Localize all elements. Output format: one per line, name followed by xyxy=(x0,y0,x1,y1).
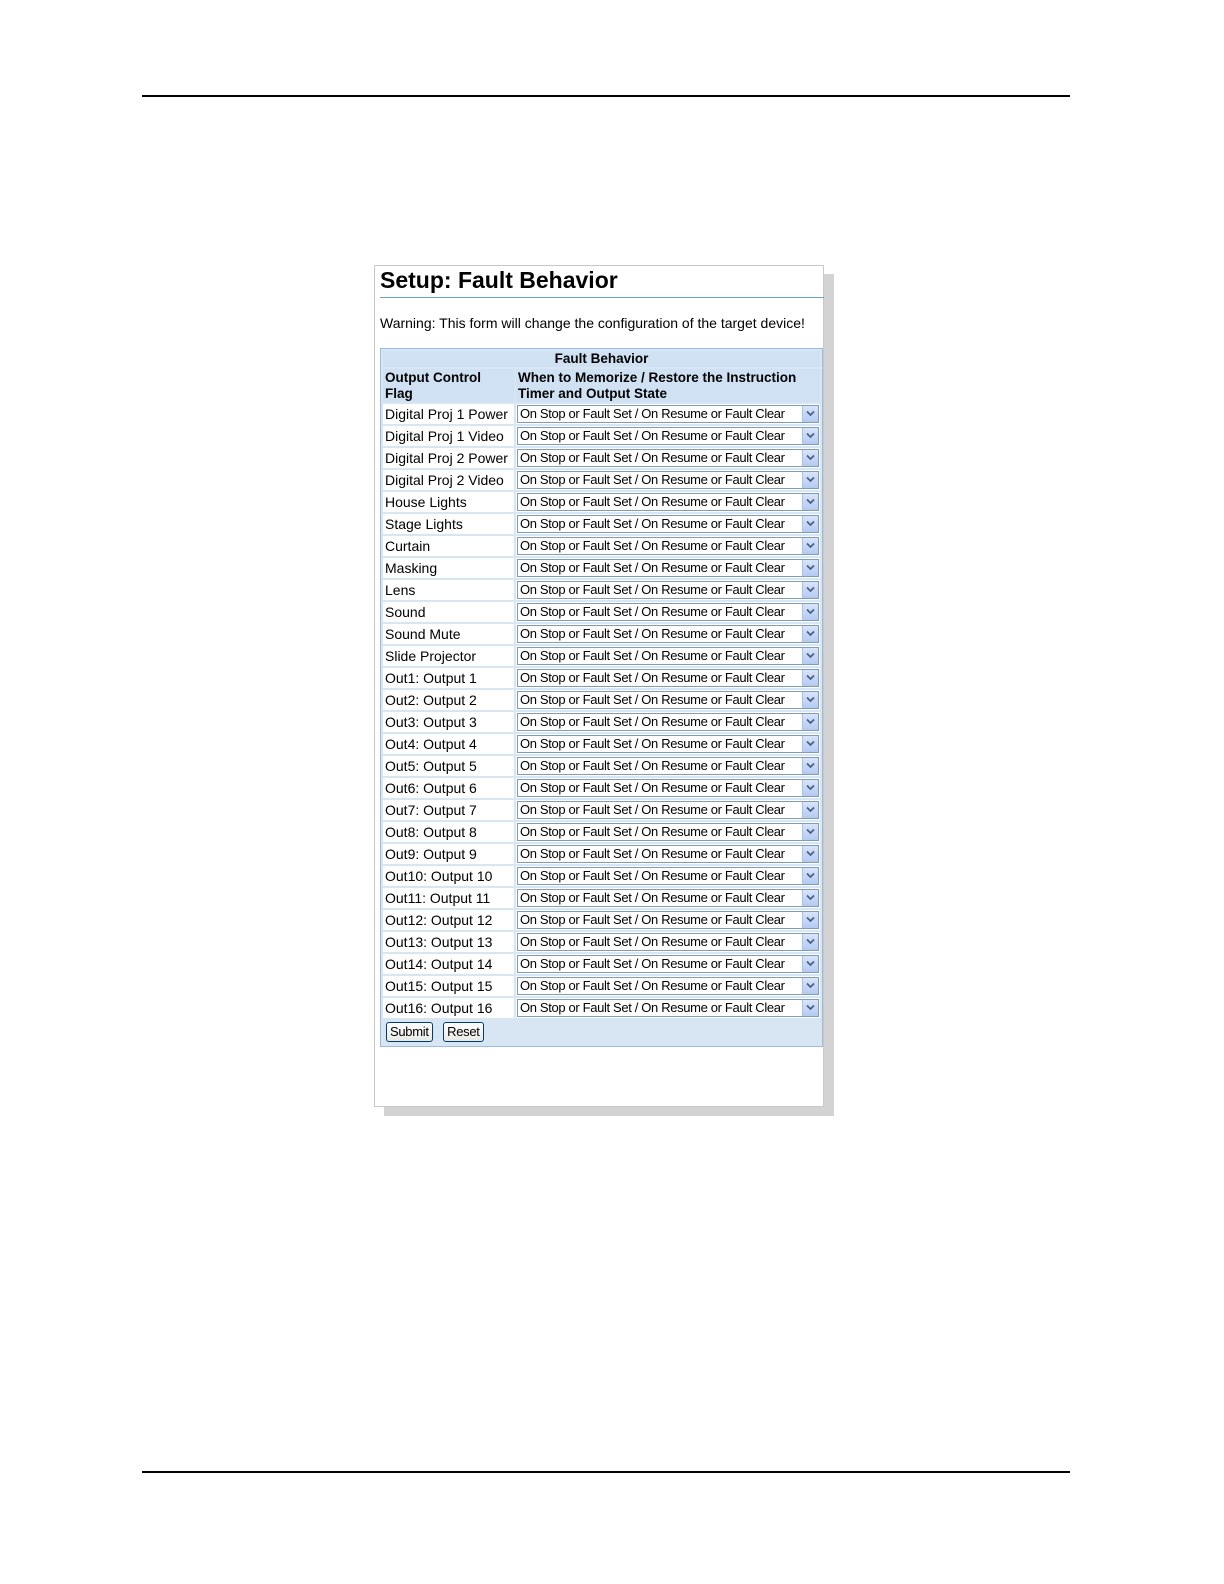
select-value: On Stop or Fault Set / On Resume or Fault Clear xyxy=(520,406,785,421)
page-title: Setup: Fault Behavior xyxy=(380,267,618,293)
chevron-down-icon[interactable] xyxy=(802,538,818,554)
fault-behavior-select[interactable] xyxy=(517,625,819,643)
button-bar xyxy=(383,1020,820,1044)
chevron-down-icon[interactable] xyxy=(802,824,818,840)
output-flag-label: Digital Proj 2 Video xyxy=(383,470,514,490)
select-value: On Stop or Fault Set / On Resume or Fault Clear xyxy=(520,714,785,729)
table-row xyxy=(383,910,820,930)
table-row xyxy=(383,976,820,996)
output-flag-label: Sound Mute xyxy=(383,624,514,644)
select-value: On Stop or Fault Set / On Resume or Fault Clear xyxy=(520,604,785,619)
output-flag-label: Out2: Output 2 xyxy=(383,690,514,710)
table-row xyxy=(383,536,820,556)
fault-behavior-select[interactable] xyxy=(517,559,819,577)
output-flag-label: Stage Lights xyxy=(383,514,514,534)
output-flag-label: Slide Projector xyxy=(383,646,514,666)
fault-behavior-select[interactable] xyxy=(517,603,819,621)
select-value: On Stop or Fault Set / On Resume or Fault Clear xyxy=(520,1000,785,1015)
fault-behavior-select[interactable] xyxy=(517,427,819,445)
output-flag-label: Out4: Output 4 xyxy=(383,734,514,754)
output-flag-label: Out1: Output 1 xyxy=(383,668,514,688)
table-row xyxy=(383,580,820,600)
fault-behavior-cell xyxy=(516,470,820,490)
table-row xyxy=(383,800,820,820)
fault-behavior-cell xyxy=(516,756,820,776)
fault-behavior-cell xyxy=(516,910,820,930)
output-flag-label: Out5: Output 5 xyxy=(383,756,514,776)
fault-behavior-screenshot xyxy=(374,265,824,1107)
title-divider xyxy=(380,297,824,298)
table-row xyxy=(383,404,820,424)
table-row xyxy=(383,558,820,578)
output-flag-label: Sound xyxy=(383,602,514,622)
table-row xyxy=(383,668,820,688)
warning-text: Warning: This form will change the configuration of the target device! xyxy=(380,315,805,331)
fault-behavior-cell xyxy=(516,866,820,886)
output-flag-label: Out12: Output 12 xyxy=(383,910,514,930)
fault-behavior-select[interactable] xyxy=(517,867,819,885)
fault-behavior-select[interactable] xyxy=(517,581,819,599)
table-row xyxy=(383,646,820,666)
fault-behavior-select[interactable] xyxy=(517,911,819,929)
table-row xyxy=(383,778,820,798)
chevron-down-icon[interactable] xyxy=(802,912,818,928)
output-flag-label: Out14: Output 14 xyxy=(383,954,514,974)
output-flag-label: Digital Proj 1 Video xyxy=(383,426,514,446)
table-row xyxy=(383,712,820,732)
fault-behavior-cell xyxy=(516,448,820,468)
submit-button[interactable]: Submit xyxy=(386,1022,433,1042)
chevron-down-icon[interactable] xyxy=(802,868,818,884)
chevron-down-icon[interactable] xyxy=(802,780,818,796)
select-value: On Stop or Fault Set / On Resume or Fault Clear xyxy=(520,846,785,861)
output-flag-label: Out16: Output 16 xyxy=(383,998,514,1018)
fault-behavior-cell xyxy=(516,954,820,974)
select-value: On Stop or Fault Set / On Resume or Fault Clear xyxy=(520,626,785,641)
table-row xyxy=(383,954,820,974)
output-flag-label: Curtain xyxy=(383,536,514,556)
table-row xyxy=(383,998,820,1018)
table-row xyxy=(383,866,820,886)
output-flag-label: Digital Proj 2 Power xyxy=(383,448,514,468)
page-top-rule xyxy=(142,95,1070,97)
page-bottom-rule xyxy=(142,1471,1070,1473)
table-row xyxy=(383,624,820,644)
chevron-down-icon[interactable] xyxy=(802,472,818,488)
chevron-down-icon[interactable] xyxy=(802,890,818,906)
fault-behavior-cell xyxy=(516,800,820,820)
chevron-down-icon[interactable] xyxy=(802,560,818,576)
fault-behavior-cell xyxy=(516,734,820,754)
fault-behavior-select[interactable] xyxy=(517,845,819,863)
chevron-down-icon[interactable] xyxy=(802,846,818,862)
select-value: On Stop or Fault Set / On Resume or Fault Clear xyxy=(520,516,785,531)
output-flag-label: House Lights xyxy=(383,492,514,512)
select-value: On Stop or Fault Set / On Resume or Fault Clear xyxy=(520,890,785,905)
chevron-down-icon[interactable] xyxy=(802,670,818,686)
chevron-down-icon[interactable] xyxy=(802,450,818,466)
fault-behavior-cell xyxy=(516,976,820,996)
column-header-flag: Output Control Flag xyxy=(383,369,514,402)
select-value: On Stop or Fault Set / On Resume or Fault Clear xyxy=(520,670,785,685)
reset-button[interactable]: Reset xyxy=(443,1022,483,1042)
table-row xyxy=(383,426,820,446)
select-value: On Stop or Fault Set / On Resume or Fault Clear xyxy=(520,494,785,509)
output-flag-label: Out7: Output 7 xyxy=(383,800,514,820)
table-row xyxy=(383,888,820,908)
output-flag-label: Digital Proj 1 Power xyxy=(383,404,514,424)
chevron-down-icon[interactable] xyxy=(802,758,818,774)
table-row xyxy=(383,932,820,952)
select-value: On Stop or Fault Set / On Resume or Fault Clear xyxy=(520,912,785,927)
select-value: On Stop or Fault Set / On Resume or Fault Clear xyxy=(520,648,785,663)
table-section-title: Fault Behavior xyxy=(383,351,820,367)
chevron-down-icon[interactable] xyxy=(802,736,818,752)
select-value: On Stop or Fault Set / On Resume or Fault Clear xyxy=(520,956,785,971)
fault-behavior-cell xyxy=(516,492,820,512)
fault-behavior-select[interactable] xyxy=(517,471,819,489)
output-flag-label: Out15: Output 15 xyxy=(383,976,514,996)
select-value: On Stop or Fault Set / On Resume or Fault Clear xyxy=(520,450,785,465)
chevron-down-icon[interactable] xyxy=(802,714,818,730)
fault-behavior-cell xyxy=(516,822,820,842)
fault-behavior-select[interactable] xyxy=(517,647,819,665)
chevron-down-icon[interactable] xyxy=(802,494,818,510)
output-flag-label: Out10: Output 10 xyxy=(383,866,514,886)
select-value: On Stop or Fault Set / On Resume or Fault Clear xyxy=(520,978,785,993)
table-row xyxy=(383,514,820,534)
fault-behavior-select[interactable] xyxy=(517,493,819,511)
output-flag-label: Out8: Output 8 xyxy=(383,822,514,842)
fault-behavior-cell xyxy=(516,404,820,424)
table-row xyxy=(383,470,820,490)
fault-behavior-cell xyxy=(516,668,820,688)
fault-behavior-cell xyxy=(516,998,820,1018)
output-flag-label: Out6: Output 6 xyxy=(383,778,514,798)
output-flag-label: Out3: Output 3 xyxy=(383,712,514,732)
fault-behavior-cell xyxy=(516,580,820,600)
table-row xyxy=(383,492,820,512)
fault-behavior-cell xyxy=(516,602,820,622)
fault-behavior-select[interactable] xyxy=(517,449,819,467)
fault-behavior-select[interactable] xyxy=(517,933,819,951)
select-value: On Stop or Fault Set / On Resume or Fault Clear xyxy=(520,428,785,443)
fault-behavior-cell xyxy=(516,712,820,732)
output-flag-label: Masking xyxy=(383,558,514,578)
fault-behavior-cell xyxy=(516,624,820,644)
chevron-down-icon[interactable] xyxy=(802,692,818,708)
chevron-down-icon[interactable] xyxy=(802,1000,818,1016)
table-row xyxy=(383,756,820,776)
table-row xyxy=(383,822,820,842)
chevron-down-icon[interactable] xyxy=(802,516,818,532)
fault-behavior-select[interactable] xyxy=(517,977,819,995)
table-row xyxy=(383,690,820,710)
table-body xyxy=(383,404,820,1018)
fault-behavior-cell xyxy=(516,932,820,952)
fault-behavior-cell xyxy=(516,558,820,578)
fault-behavior-select[interactable] xyxy=(517,889,819,907)
chevron-down-icon[interactable] xyxy=(802,648,818,664)
chevron-down-icon[interactable] xyxy=(802,956,818,972)
fault-behavior-select[interactable] xyxy=(517,779,819,797)
fault-behavior-select[interactable] xyxy=(517,757,819,775)
output-flag-label: Out9: Output 9 xyxy=(383,844,514,864)
chevron-down-icon[interactable] xyxy=(802,978,818,994)
fault-behavior-select[interactable] xyxy=(517,823,819,841)
fault-behavior-select[interactable] xyxy=(517,801,819,819)
fault-behavior-select[interactable] xyxy=(517,999,819,1017)
fault-behavior-cell xyxy=(516,778,820,798)
select-value: On Stop or Fault Set / On Resume or Fault Clear xyxy=(520,582,785,597)
select-value: On Stop or Fault Set / On Resume or Fault Clear xyxy=(520,780,785,795)
fault-behavior-cell xyxy=(516,888,820,908)
select-value: On Stop or Fault Set / On Resume or Fault Clear xyxy=(520,736,785,751)
select-value: On Stop or Fault Set / On Resume or Fault Clear xyxy=(520,802,785,817)
output-flag-label: Out11: Output 11 xyxy=(383,888,514,908)
fault-behavior-select[interactable] xyxy=(517,735,819,753)
table-row xyxy=(383,844,820,864)
output-flag-label: Out13: Output 13 xyxy=(383,932,514,952)
select-value: On Stop or Fault Set / On Resume or Fault Clear xyxy=(520,868,785,883)
fault-behavior-select[interactable] xyxy=(517,713,819,731)
fault-behavior-cell xyxy=(516,536,820,556)
table-row xyxy=(383,448,820,468)
output-flag-label: Lens xyxy=(383,580,514,600)
fault-behavior-select[interactable] xyxy=(517,515,819,533)
select-value: On Stop or Fault Set / On Resume or Fault Clear xyxy=(520,758,785,773)
fault-behavior-cell xyxy=(516,514,820,534)
fault-behavior-cell xyxy=(516,426,820,446)
chevron-down-icon[interactable] xyxy=(802,428,818,444)
select-value: On Stop or Fault Set / On Resume or Fault Clear xyxy=(520,934,785,949)
chevron-down-icon[interactable] xyxy=(802,582,818,598)
select-value: On Stop or Fault Set / On Resume or Fault Clear xyxy=(520,692,785,707)
chevron-down-icon[interactable] xyxy=(802,934,818,950)
select-value: On Stop or Fault Set / On Resume or Fault Clear xyxy=(520,824,785,839)
fault-behavior-select[interactable] xyxy=(517,691,819,709)
fault-behavior-table xyxy=(380,348,823,1047)
chevron-down-icon[interactable] xyxy=(802,802,818,818)
fault-behavior-cell xyxy=(516,690,820,710)
select-value: On Stop or Fault Set / On Resume or Fault Clear xyxy=(520,560,785,575)
fault-behavior-select[interactable] xyxy=(517,537,819,555)
chevron-down-icon[interactable] xyxy=(802,626,818,642)
select-value: On Stop or Fault Set / On Resume or Fault Clear xyxy=(520,538,785,553)
table-row xyxy=(383,602,820,622)
fault-behavior-select[interactable] xyxy=(517,955,819,973)
fault-behavior-cell xyxy=(516,646,820,666)
chevron-down-icon[interactable] xyxy=(802,604,818,620)
select-value: On Stop or Fault Set / On Resume or Fault Clear xyxy=(520,472,785,487)
fault-behavior-select[interactable] xyxy=(517,405,819,423)
fault-behavior-select[interactable] xyxy=(517,669,819,687)
chevron-down-icon[interactable] xyxy=(802,406,818,422)
fault-behavior-cell xyxy=(516,844,820,864)
column-header-when: When to Memorize / Restore the Instruction Timer and Output State xyxy=(516,369,820,402)
table-row xyxy=(383,734,820,754)
